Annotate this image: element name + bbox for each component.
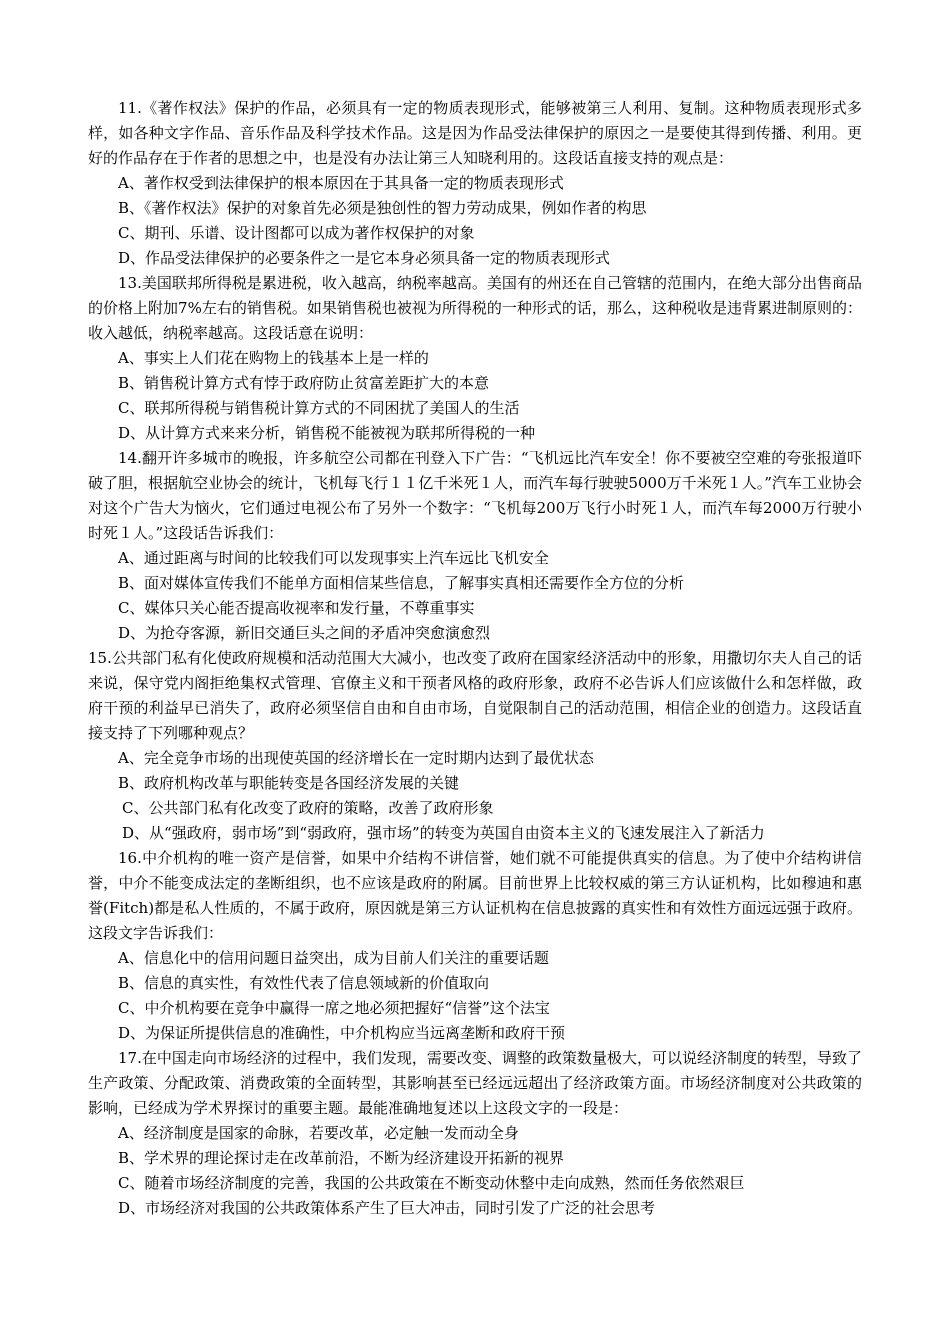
option-d: D、从计算方式来来分析，销售税不能被视为联邦所得税的一种	[118, 424, 536, 442]
option-c: C、中介机构要在竞争中赢得一席之地必须把握好“信誉”这个法宝	[118, 999, 550, 1017]
option-c: C、随着市场经济制度的完善，我国的公共政策在不断变动休整中走向成熟，然而任务依然艰巨	[118, 1174, 745, 1192]
option-d: D、市场经济对我国的公共政策体系产生了巨大冲击，同时引发了广泛的社会思考	[118, 1199, 656, 1217]
option-a: A、著作权受到法律保护的根本原因在于其具备一定的物质表现形式	[118, 174, 564, 192]
document-page	[88, 96, 862, 1221]
question-stem: 15.公共部门私有化使政府规模和活动范围大大减小，也改变了政府在国家经济活动中的形象，用撒切尔夫人自己的话来说，保守党内阁拒绝集权式管理、官僚主义和干预者风格的政府形象，政府不必告诉人们应该做什么和怎样做，政府干预的利益早已消失了，政府必须坚信自由和自由市场，自觉限制自己的活动范围，相信企业的创造力。这段话直接支持了下列哪种观点？	[88, 649, 862, 742]
option-b: B、销售税计算方式有悖于政府防止贫富差距扩大的本意	[118, 374, 490, 392]
question-stem: 11.《著作权法》保护的作品，必须具有一定的物质表现形式，能够被第三人利用、复制。这种物质表现形式多样，如各种文字作品、音乐作品及科学技术作品。这是因为作品受法律保护的原因之一是要使其得到传播、利用。更好的作品存在于作者的思想之中，也是没有办法让第三人知晓利用的。这段话直接支持的观点是：	[88, 99, 862, 167]
option-d: D、为抢夺客源，新旧交通巨头之间的矛盾冲突愈演愈烈	[118, 624, 491, 642]
option-a: A、经济制度是国家的命脉，若要改革，必定触一发而动全身	[118, 1124, 519, 1142]
option-c: C、联邦所得税与销售税计算方式的不同困扰了美国人的生活	[118, 399, 520, 417]
option-b: B、信息的真实性，有效性代表了信息领域新的价值取向	[118, 974, 490, 992]
option-c: C、期刊、乐谱、设计图都可以成为著作权保护的对象	[118, 224, 475, 242]
option-a: A、完全竞争市场的出现使英国的经济增长在一定时期内达到了最优状态	[118, 749, 594, 767]
question-stem: 14.翻开许多城市的晚报，许多航空公司都在刊登入下广告：“飞机远比汽车安全！你不要被空空难的夸张报道吓破了胆，根据航空业协会的统计，飞机每飞行１１亿千米死１人，而汽车每行驶驶5000万千米死１人。”汽车工业协会对这个广告大为恼火，它们通过电视公布了另外一个数字：“飞机每200万飞行小时死１人，而汽车每2000万行驶小时死１人。”这段话告诉我们：	[88, 449, 862, 542]
option-b: B、面对媒体宣传我们不能单方面相信某些信息，了解事实真相还需要作全方位的分析	[118, 574, 685, 592]
option-d: D、作品受法律保护的必要条件之一是它本身必须具备一定的物质表现形式	[118, 249, 611, 267]
question-13	[88, 271, 862, 446]
option-a: A、信息化中的信用问题日益突出，成为目前人们关注的重要话题	[118, 949, 549, 967]
question-16	[88, 846, 862, 1046]
option-c: C、媒体只关心能否提高收视率和发行量，不尊重事实	[118, 599, 475, 617]
question-17	[88, 1046, 862, 1221]
question-stem: 13.美国联邦所得税是累进税，收入越高，纳税率越高。美国有的州还在自己管辖的范围内，在绝大部分出售商品的价格上附加7%左右的销售税。如果销售税也被视为所得税的一种形式的话，那么，这种税收是违背累进制原则的：收入越低，纳税率越高。这段话意在说明：	[88, 274, 862, 342]
option-b: B、学术界的理论探讨走在改革前沿，不断为经济建设开拓新的视界	[118, 1149, 565, 1167]
question-14	[88, 446, 862, 646]
question-stem: 17.在中国走向市场经济的过程中，我们发现，需要改变、调整的政策数量极大，可以说经济制度的转型，导致了生产政策、分配政策、消费政策的全面转型，其影响甚至已经远远超出了经济政策方面。市场经济制度对公共政策的影响，已经成为学术界探讨的重要主题。最能准确地复述以上这段文字的一段是：	[88, 1049, 862, 1117]
option-d: D、从“强政府，弱市场”到“弱政府，强市场”的转变为英国自由资本主义的飞速发展注入了新活力	[122, 824, 765, 842]
option-a: A、通过距离与时间的比较我们可以发现事实上汽车远比飞机安全	[118, 549, 549, 567]
option-a: A、事实上人们花在购物上的钱基本上是一样的	[118, 349, 429, 367]
question-stem: 16.中介机构的唯一资产是信誉，如果中介结构不讲信誉，她们就不可能提供真实的信息。为了使中介结构讲信誉，中介不能变成法定的垄断组织，也不应该是政府的附属。目前世界上比较权威的第三方认证机构，比如穆迪和惠誉(Fitch)都是私人性质的，不属于政府，原因就是第三方认证机构在信息披露的真实性和有效性方面远远强于政府。这段文字告诉我们：	[88, 849, 862, 942]
option-b: B、政府机构改革与职能转变是各国经济发展的关键	[118, 774, 460, 792]
option-b: B、《著作权法》保护的对象首先必须是独创性的智力劳动成果，例如作者的构思	[118, 199, 647, 217]
option-c: C、公共部门私有化改变了政府的策略，改善了政府形象	[122, 799, 494, 817]
question-11	[88, 96, 862, 271]
option-d: D、为保证所提供信息的准确性，中介机构应当远离垄断和政府干预	[118, 1024, 566, 1042]
question-15	[88, 646, 862, 846]
